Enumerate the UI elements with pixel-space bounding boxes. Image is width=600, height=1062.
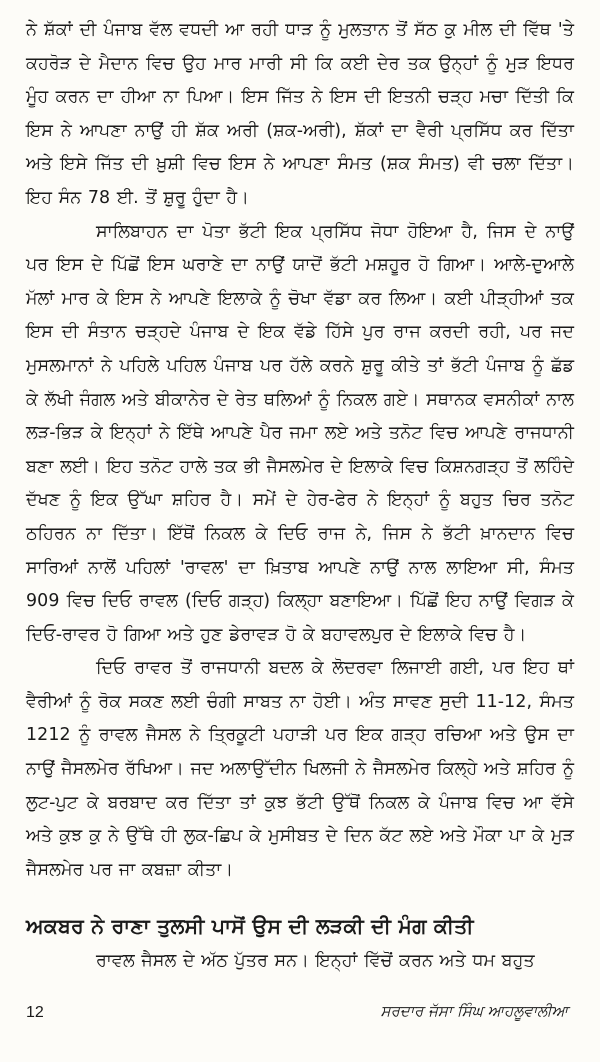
paragraph-1: ਨੇ ਸ਼ੱਕਾਂ ਦੀ ਪੰਜਾਬ ਵੱਲ ਵਧਦੀ ਆ ਰਹੀ ਧਾੜ ਨੂੰ ਮੁਲਤਾਨ ਤੋਂ ਸੱਠ ਕੁ ਮੀਲ ਦੀ ਵਿੱਥ 'ਤੇ ਕਹਰੋੜ ਦੇ ਮੈਦਾਨ ਵਿਚ ਉਹ ਮਾਰ ਮਾਰੀ ਸੀ ਕਿ ਕਈ ਦੇਰ ਤਕ ਉਨ੍ਹਾਂ ਨੂੰ ਮੁੜ ਇਧਰ ਮੂੰਹ ਕਰਨ ਦਾ ਹੀਆ ਨਾ ਪਿਆ। ਇਸ ਜਿੱਤ ਨੇ ਇਸ ਦੀ ਇਤਨੀ ਚੜ੍ਹ ਮਚਾ ਦਿੱਤੀ ਕਿ ਇਸ ਨੇ ਆਪਣਾ ਨਾਉਂ ਹੀ ਸ਼ੱਕ ਅਰੀ (ਸ਼ਕ-ਅਰੀ), ਸ਼ੱਕਾਂ ਦਾ ਵੈਰੀ ਪ੍ਰਸਿੱਧ ਕਰ ਦਿੱਤਾ ਅਤੇ ਇਸੇ ਜਿੱਤ ਦੀ ਖ਼ੁਸ਼ੀ ਵਿਚ ਇਸ ਨੇ ਆਪਣਾ ਸੰਮਤ (ਸ਼ਕ ਸੰਮਤ) ਵੀ ਚਲਾ ਦਿੱਤਾ। ਇਹ ਸੰਨ 78 ਈ. ਤੋਂ ਸ਼ੁਰੂ ਹੁੰਦਾ ਹੈ। — [26, 20, 574, 208]
paragraph-3: ਦਿਓ ਰਾਵਰ ਤੋਂ ਰਾਜਧਾਨੀ ਬਦਲ ਕੇ ਲੋਦਰਵਾ ਲਿਜਾਈ ਗਈ, ਪਰ ਇਹ ਥਾਂ ਵੈਰੀਆਂ ਨੂੰ ਰੋਕ ਸਕਣ ਲਈ ਚੰਗੀ ਸਾਬਤ ਨਾ ਹੋਈ। ਅੰਤ ਸਾਵਣ ਸੁਦੀ 11-12, ਸੰਮਤ 1212 ਨੂੰ ਰਾਵਲ ਜੈਸਲ ਨੇ ਤ੍ਰਿਕੂਟੀ ਪਹਾੜੀ ਪਰ ਇਕ ਗੜ੍ਹ ਰਚਿਆ ਅਤੇ ਉਸ ਦਾ ਨਾਉਂ ਜੈਸਲਮੇਰ ਰੱਖਿਆ। ਜਦ ਅਲਾਉੱਦੀਨ ਖਿਲਜੀ ਨੇ ਜੈਸਲਮੇਰ ਕਿਲ੍ਹੇ ਅਤੇ ਸ਼ਹਿਰ ਨੂੰ ਲੁਟ-ਪੁਟ ਕੇ ਬਰਬਾਦ ਕਰ ਦਿੱਤਾ ਤਾਂ ਕੁਝ ਭੱਟੀ ਉੱਥੋਂ ਨਿਕਲ ਕੇ ਪੰਜਾਬ ਵਿਚ ਆ ਵੱਸੇ ਅਤੇ ਕੁਝ ਕੁ ਨੇ ਉੱਥੇ ਹੀ ਲੁਕ-ਛਿਪ ਕੇ ਮੁਸੀਬਤ ਦੇ ਦਿਨ ਕੱਟ ਲਏ ਅਤੇ ਮੌਕਾ ਪਾ ਕੇ ਮੁੜ ਜੈਸਲਮੇਰ ਪਰ ਜਾ ਕਬਜ਼ਾ ਕੀਤਾ। — [26, 658, 574, 880]
page-number: 12 — [26, 1004, 44, 1021]
section-heading: ਅਕਬਰ ਨੇ ਰਾਣਾ ਤੁਲਸੀ ਪਾਸੋਂ ਉਸ ਦੀ ਲੜਕੀ ਦੀ ਮੰਗ ਕੀਤੀ — [26, 914, 474, 939]
paragraph-4: ਰਾਵਲ ਜੈਸਲ ਦੇ ਅੱਠ ਪੁੱਤਰ ਸਨ। ਇਨ੍ਹਾਂ ਵਿੱਚੋਂ ਕਰਨ ਅਤੇ ਧਮ ਬਹੁਤ — [96, 951, 535, 972]
page-footer — [26, 1000, 574, 1030]
author-name: ਸਰਦਾਰ ਜੱਸਾ ਸਿੰਘ ਆਹਲੂਵਾਲੀਆ — [380, 1002, 568, 1020]
paragraph-2: ਸਾਲਿਬਾਹਨ ਦਾ ਪੋਤਾ ਭੱਟੀ ਇਕ ਪ੍ਰਸਿੱਧ ਜੋਧਾ ਹੋਇਆ ਹੈ, ਜਿਸ ਦੇ ਨਾਉਂ ਪਰ ਇਸ ਦੇ ਪਿੱਛੋਂ ਇਸ ਘਰਾਣੇ ਦਾ ਨਾਉਂ ਯਾਦੋਂ ਭੱਟੀ ਮਸ਼ਹੂਰ ਹੋ ਗਿਆ। ਆਲੇ-ਦੁਆਲੇ ਮੱਲਾਂ ਮਾਰ ਕੇ ਇਸ ਨੇ ਆਪਣੇ ਇਲਾਕੇ ਨੂੰ ਚੋਖਾ ਵੱਡਾ ਕਰ ਲਿਆ। ਕਈ ਪੀੜ੍ਹੀਆਂ ਤਕ ਇਸ ਦੀ ਸੰਤਾਨ ਚੜ੍ਹਦੇ ਪੰਜਾਬ ਦੇ ਇਕ ਵੱਡੇ ਹਿੱਸੇ ਪੁਰ ਰਾਜ ਕਰਦੀ ਰਹੀ, ਪਰ ਜਦ ਮੁਸਲਮਾਨਾਂ ਨੇ ਪਹਿਲੇ ਪਹਿਲ ਪੰਜਾਬ ਪਰ ਹੱਲੇ ਕਰਨੇ ਸ਼ੁਰੂ ਕੀਤੇ ਤਾਂ ਭੱਟੀ ਪੰਜਾਬ ਨੂੰ ਛੱਡ ਕੇ ਲੱਖੀ ਜੰਗਲ ਅਤੇ ਬੀਕਾਨੇਰ ਦੇ ਰੇਤ ਥਲਿਆਂ ਨੂੰ ਨਿਕਲ ਗਏ। ਸਥਾਨਕ ਵਸਨੀਕਾਂ ਨਾਲ ਲੜ-ਭਿੜ ਕੇ ਇਨ੍ਹਾਂ ਨੇ ਇੱਥੇ ਆਪਣੇ ਪੈਰ ਜਮਾ ਲਏ ਅਤੇ ਤਨੋਟ ਵਿਚ ਆਪਣੇ ਰਾਜਧਾਨੀ ਬਣਾ ਲਈ। ਇਹ ਤਨੋਟ ਹਾਲੇ ਤਕ ਭੀ ਜੈਸਲਮੇਰ ਦੇ ਇਲਾਕੇ ਵਿਚ ਕਿਸ਼ਨਗੜ੍ਹ ਤੋਂ ਲਹਿੰਦੇ ਦੱਖਣ ਨੂੰ ਇਕ ਉੱਘਾ ਸ਼ਹਿਰ ਹੈ। ਸਮੇਂ ਦੇ ਹੇਰ-ਫੇਰ ਨੇ ਇਨ੍ਹਾਂ ਨੂੰ ਬਹੁਤ ਚਿਰ ਤਨੋਟ ਠਹਿਰਨ ਨਾ ਦਿੱਤਾ। ਇੱਥੋਂ ਨਿਕਲ ਕੇ ਦਿਓ ਰਾਜ ਨੇ, ਜਿਸ ਨੇ ਭੱਟੀ ਖ਼ਾਨਦਾਨ ਵਿਚ ਸਾਰਿਆਂ ਨਾਲੋਂ ਪਹਿਲਾਂ 'ਰਾਵਲ' ਦਾ ਖ਼ਿਤਾਬ ਆਪਣੇ ਨਾਉਂ ਨਾਲ ਲਾਇਆ ਸੀ, ਸੰਮਤ 909 ਵਿਚ ਦਿਓ ਰਾਵਲ (ਦਿਓ ਗੜ੍ਹ) ਕਿਲ੍ਹਾ ਬਣਾਇਆ। ਪਿੱਛੋਂ ਇਹ ਨਾਉਂ ਵਿਗੜ ਕੇ ਦਿਓ-ਰਾਵਰ ਹੋ ਗਿਆ ਅਤੇ ਹੁਣ ਡੇਰਾਵੜ ਹੋ ਕੇ ਬਹਾਵਲਪੁਰ ਦੇ ਇਲਾਕੇ ਵਿਚ ਹੈ। — [26, 221, 574, 645]
